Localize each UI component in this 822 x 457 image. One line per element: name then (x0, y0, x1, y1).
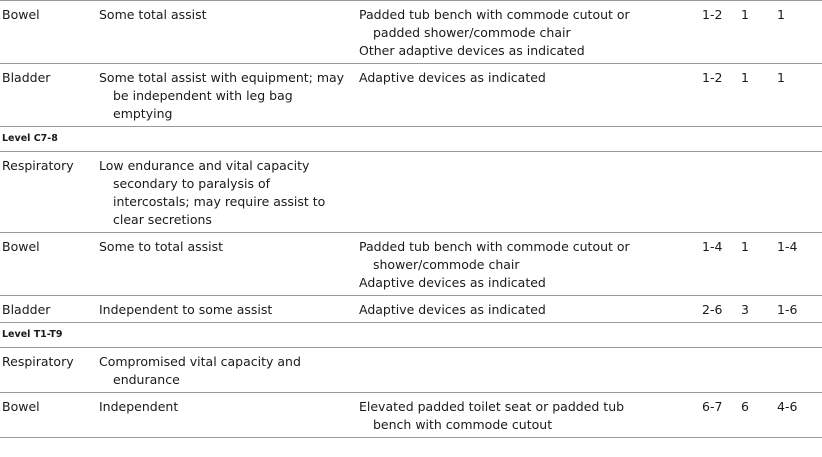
value-cell-2 (737, 348, 775, 393)
category-cell: Bladder (0, 296, 97, 323)
value-cell-1: 1-2 (700, 1, 737, 64)
table-row (0, 393, 822, 438)
outcome-line: secondary to paralysis of (113, 176, 271, 191)
outcome-line: Some total assist (99, 7, 207, 22)
value-cell-1: 1-4 (700, 233, 737, 296)
outcome-line: Independent to some assist (99, 302, 273, 317)
equipment-line: Adaptive devices as indicated (359, 302, 546, 317)
table-row (0, 296, 822, 323)
category-cell: Bowel (0, 393, 97, 438)
value-cell-1: 6-7 (700, 393, 737, 438)
value-cell-2: 1 (737, 233, 775, 296)
outcome-line: clear secretions (113, 212, 212, 227)
value-cell-3 (775, 152, 822, 233)
value-cell-3: 4-6 (775, 393, 822, 438)
equipment-cell (357, 296, 700, 323)
table-row (0, 152, 822, 233)
equipment-line: Elevated padded toilet seat or padded tub (359, 399, 625, 414)
table-row (0, 1, 822, 64)
equipment-cell (357, 348, 700, 393)
equipment-line: padded shower/commode chair (373, 25, 571, 40)
expected-outcome-cell (97, 348, 357, 393)
equipment-line: Adaptive devices as indicated (359, 275, 546, 290)
equipment-line: Other adaptive devices as indicated (359, 43, 585, 58)
value-cell-2 (737, 152, 775, 233)
equipment-line: Padded tub bench with commode cutout or (359, 7, 630, 22)
category-cell: Bladder (0, 64, 97, 127)
value-cell-2: 1 (737, 1, 775, 64)
equipment-line: bench with commode cutout (373, 417, 553, 432)
outcome-line: endurance (113, 372, 180, 387)
value-cell-1 (700, 152, 737, 233)
outcome-line: intercostals; may require assist to (113, 194, 326, 209)
value-cell-1: 1-2 (700, 64, 737, 127)
equipment-cell (357, 64, 700, 127)
equipment-line: Padded tub bench with commode cutout or (359, 239, 630, 254)
section-header-row (0, 323, 822, 348)
value-cell-1 (700, 348, 737, 393)
value-cell-3: 1-6 (775, 296, 822, 323)
table-row (0, 233, 822, 296)
outcome-line: Some to total assist (99, 239, 224, 254)
expected-outcome-cell (97, 64, 357, 127)
category-cell: Respiratory (0, 152, 97, 233)
table-row (0, 348, 822, 393)
table-body (0, 1, 822, 438)
section-header-row (0, 127, 822, 152)
value-cell-2: 6 (737, 393, 775, 438)
section-label: Level C7-8 (0, 127, 822, 152)
value-cell-3 (775, 348, 822, 393)
expected-outcome-cell (97, 296, 357, 323)
outcome-line: Independent (99, 399, 179, 414)
value-cell-1: 2-6 (700, 296, 737, 323)
value-cell-2: 3 (737, 296, 775, 323)
section-label: Level T1-T9 (0, 323, 822, 348)
equipment-cell (357, 233, 700, 296)
outcome-line: emptying (113, 106, 173, 121)
table-row (0, 64, 822, 127)
category-cell: Respiratory (0, 348, 97, 393)
value-cell-3: 1 (775, 1, 822, 64)
equipment-cell (357, 1, 700, 64)
outcome-line: be independent with leg bag (113, 88, 293, 103)
expected-outcome-cell (97, 1, 357, 64)
equipment-cell (357, 152, 700, 233)
category-cell: Bowel (0, 1, 97, 64)
outcome-line: Low endurance and vital capacity (99, 158, 310, 173)
equipment-line: shower/commode chair (373, 257, 520, 272)
equipment-line: Adaptive devices as indicated (359, 70, 546, 85)
category-cell: Bowel (0, 233, 97, 296)
value-cell-3: 1 (775, 64, 822, 127)
value-cell-2: 1 (737, 64, 775, 127)
value-cell-3: 1-4 (775, 233, 822, 296)
expected-outcome-cell (97, 393, 357, 438)
expected-outcome-cell (97, 233, 357, 296)
expected-outcome-cell (97, 152, 357, 233)
outcome-line: Some total assist with equipment; may (99, 70, 345, 85)
outcome-line: Compromised vital capacity and (99, 354, 301, 369)
equipment-cell (357, 393, 700, 438)
